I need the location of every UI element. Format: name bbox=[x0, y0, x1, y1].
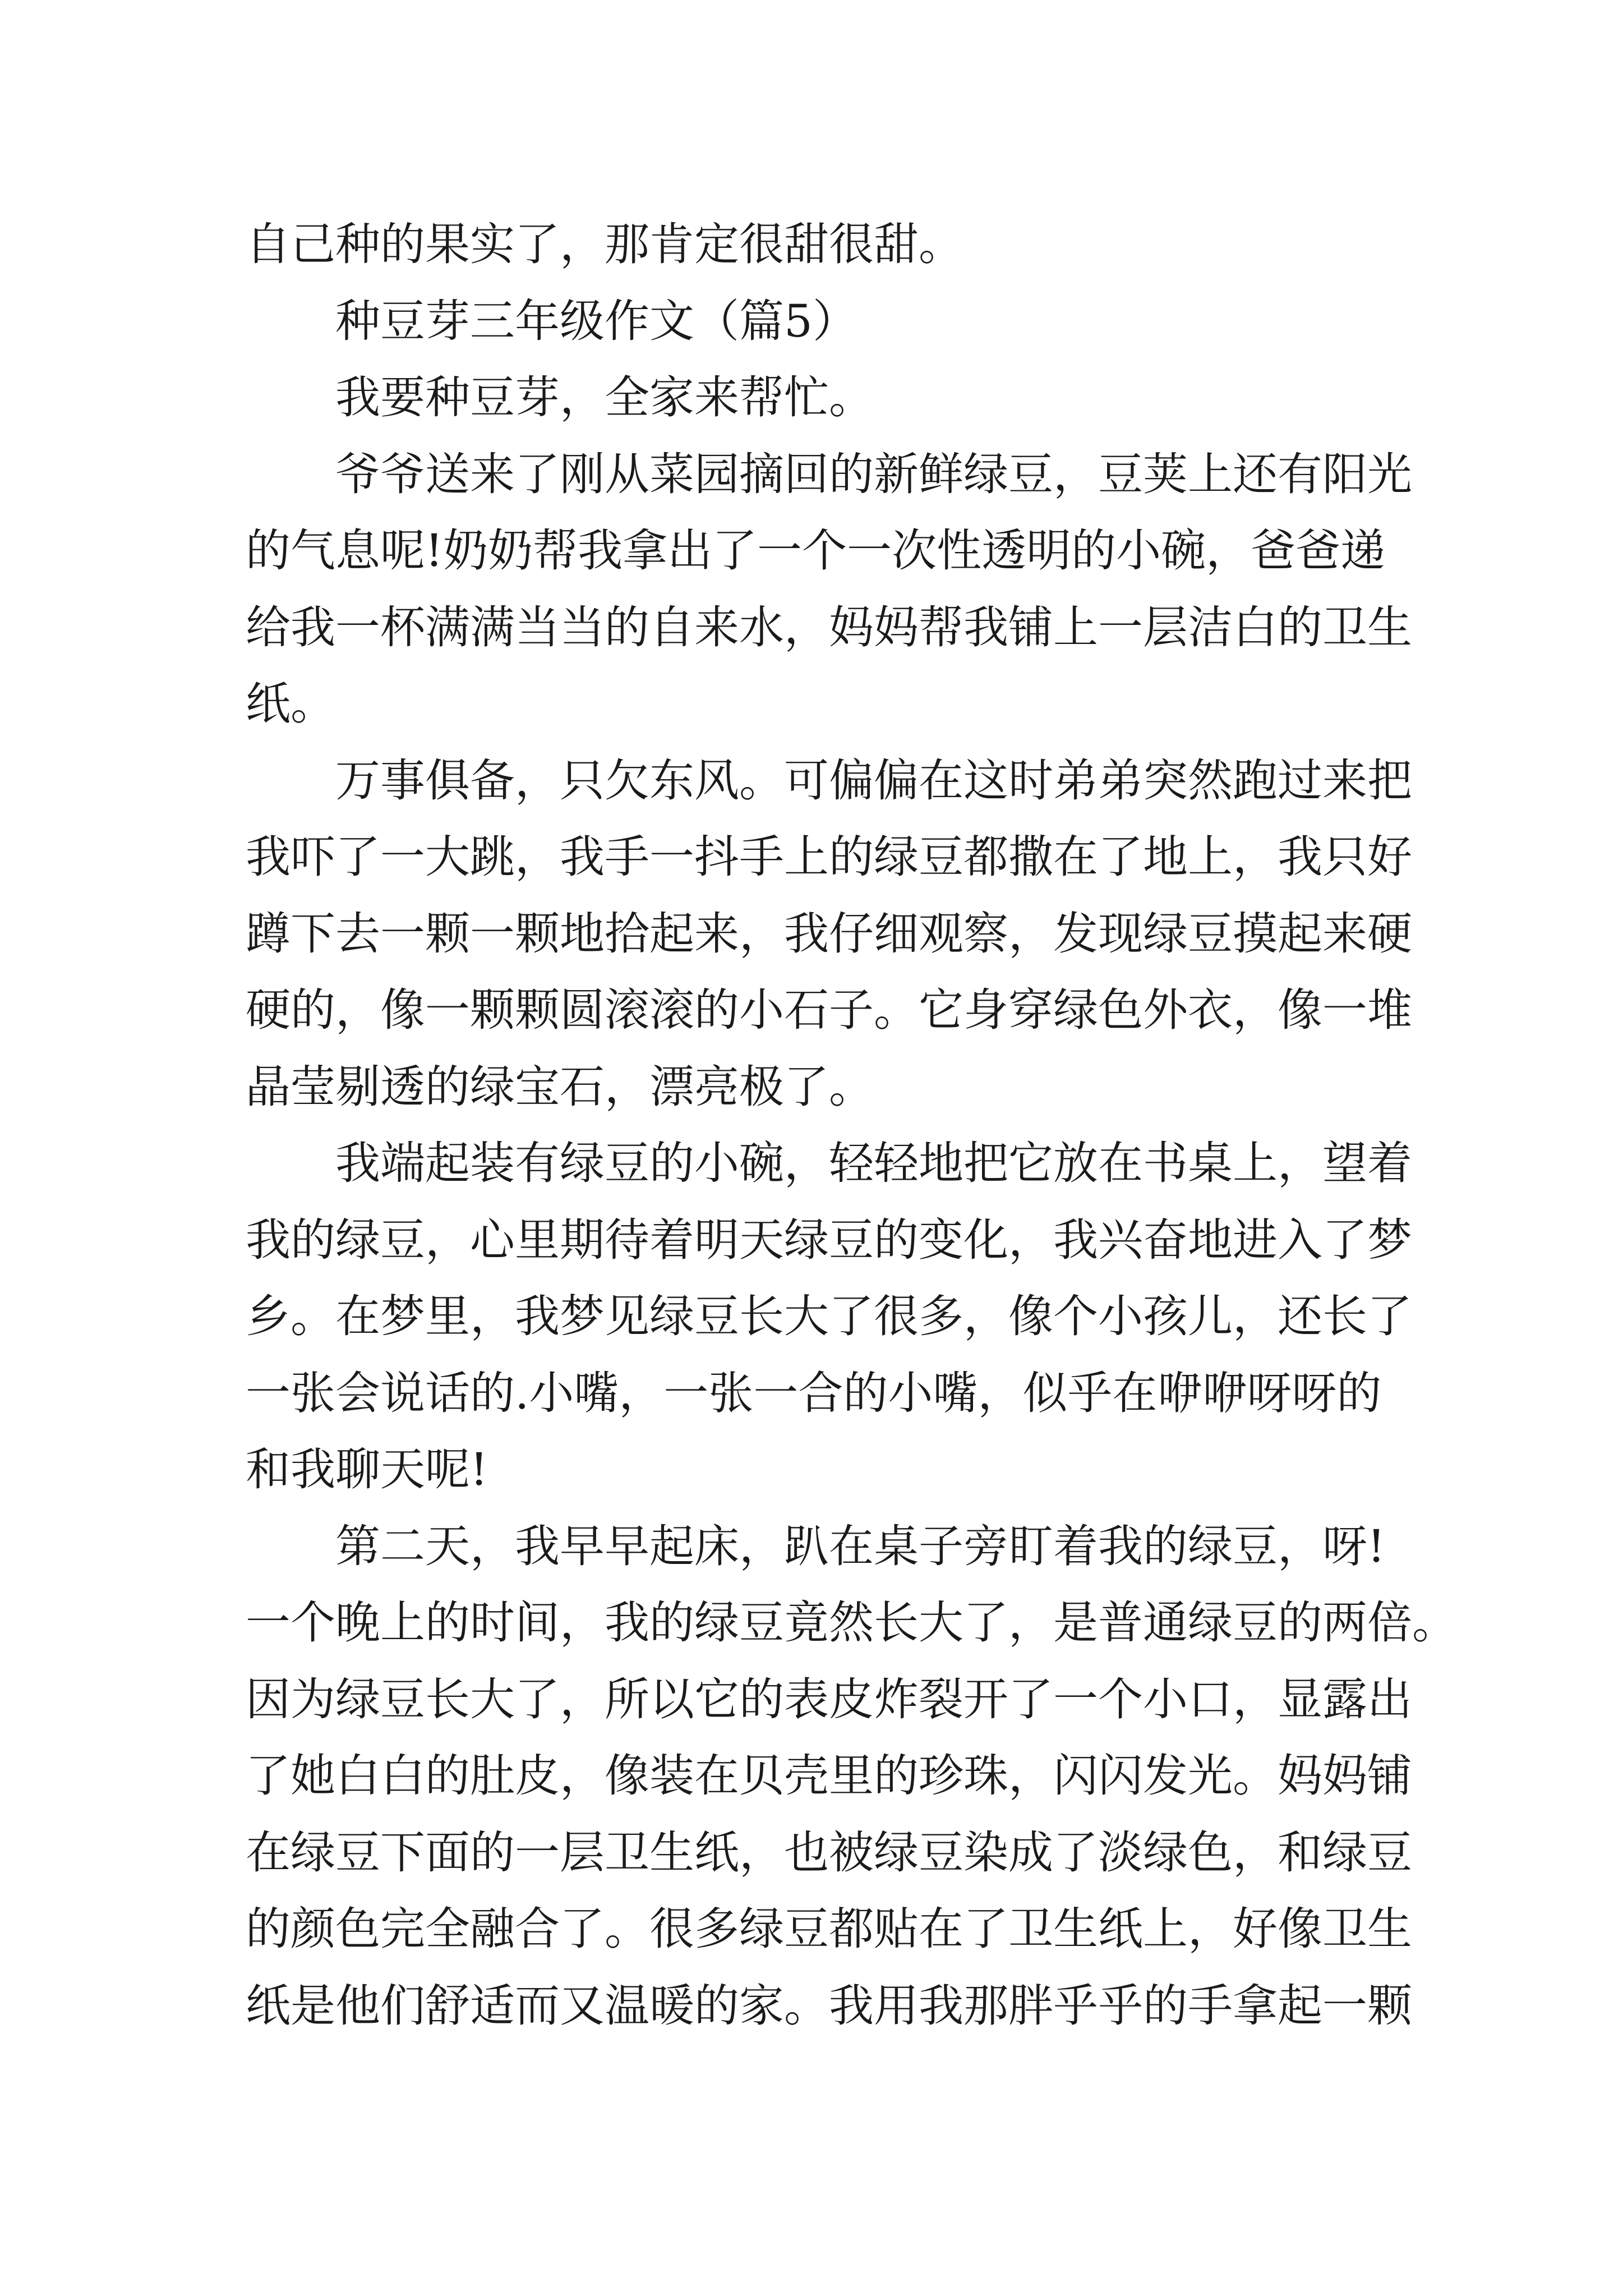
text-line: 晶莹剔透的绿宝石，漂亮极了。 bbox=[246, 1060, 874, 1113]
text-line: 一张会说话的.小嘴，一张一合的小嘴，似乎在咿咿呀呀的 bbox=[246, 1366, 1382, 1419]
text-line: 我吓了一大跳，我手一抖手上的绿豆都撒在了地上，我只好 bbox=[246, 831, 1412, 883]
text-line: 纸是他们舒适而又温暖的家。我用我那胖乎乎的手拿起一颗 bbox=[246, 1979, 1412, 2032]
text-line: 纸。 bbox=[246, 678, 335, 730]
text-line: 因为绿豆长大了，所以它的表皮炸裂开了一个小口，显露出 bbox=[246, 1673, 1412, 1726]
text-line: 的气息呢!奶奶帮我拿出了一个一次性透明的小碗，爸爸递 bbox=[246, 524, 1386, 577]
section-heading: 种豆芽三年级作文（篇5） bbox=[335, 295, 857, 347]
text-line: 我端起装有绿豆的小碗，轻轻地把它放在书桌上，望着 bbox=[335, 1137, 1412, 1189]
text-line: 蹲下去一颗一颗地拾起来，我仔细观察，发现绿豆摸起来硬 bbox=[246, 907, 1412, 960]
text-line: 自己种的果实了，那肯定很甜很甜。 bbox=[246, 218, 963, 270]
text-line: 了她白白的肚皮，像装在贝壳里的珍珠，闪闪发光。妈妈铺 bbox=[246, 1750, 1412, 1802]
text-line: 给我一杯满满当当的自来水，妈妈帮我铺上一层洁白的卫生 bbox=[246, 601, 1412, 654]
document-body bbox=[246, 206, 1457, 2044]
text-line: 爷爷送来了刚从菜园摘回的新鲜绿豆，豆荚上还有阳光 bbox=[335, 448, 1412, 500]
text-line: 和我聊天呢! bbox=[246, 1443, 488, 1496]
text-line: 我的绿豆，心里期待着明天绿豆的变化，我兴奋地进入了梦 bbox=[246, 1213, 1412, 1266]
text-line: 乡。在梦里，我梦见绿豆长大了很多，像个小孩儿，还长了 bbox=[246, 1290, 1412, 1342]
text-line: 硬的，像一颗颗圆滚滚的小石子。它身穿绿色外衣，像一堆 bbox=[246, 984, 1412, 1036]
text-line: 一个晚上的时间，我的绿豆竟然长大了，是普通绿豆的两倍。 bbox=[246, 1596, 1457, 1649]
text-line: 第二天，我早早起床，趴在桌子旁盯着我的绿豆，呀! bbox=[335, 1520, 1386, 1572]
text-line: 的颜色完全融合了。很多绿豆都贴在了卫生纸上，好像卫生 bbox=[246, 1903, 1412, 1955]
text-line: 在绿豆下面的一层卫生纸，也被绿豆染成了淡绿色，和绿豆 bbox=[246, 1826, 1412, 1879]
text-line: 我要种豆芽，全家来帮忙。 bbox=[335, 371, 874, 424]
text-line: 万事俱备，只欠东风。可偏偏在这时弟弟突然跑过来把 bbox=[335, 754, 1412, 807]
